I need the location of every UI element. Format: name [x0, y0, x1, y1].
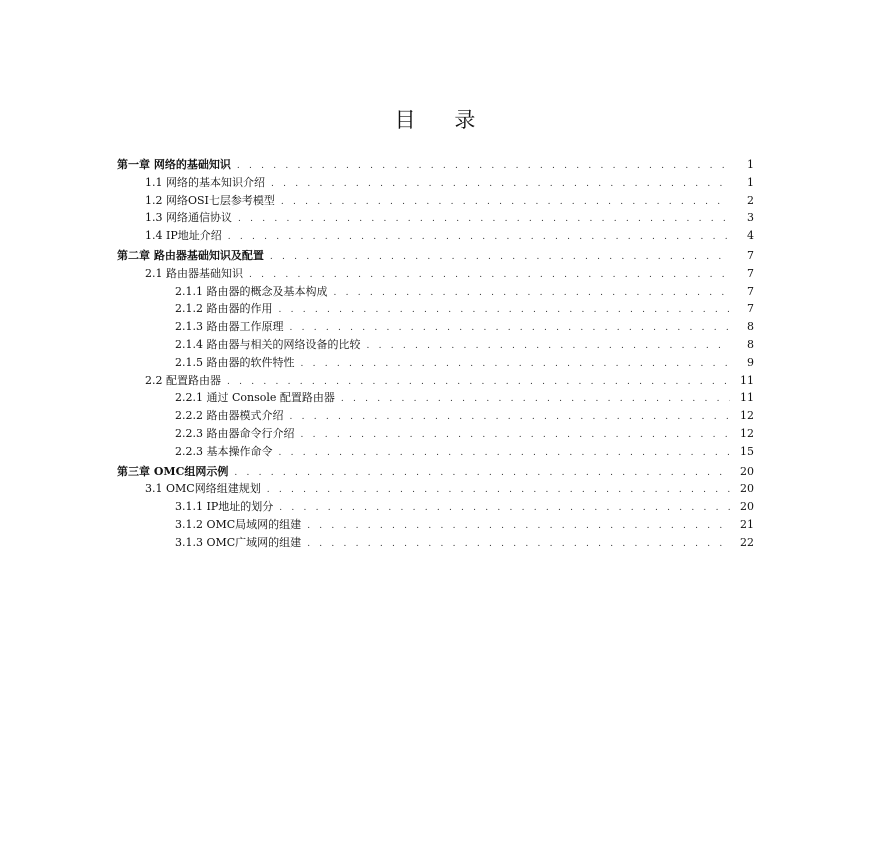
- toc-leader-dots: [301, 356, 731, 374]
- toc-entry[interactable]: [117, 389, 754, 407]
- toc-entry-title: 2.1.2 路由器的作用: [175, 302, 273, 316]
- toc-entry[interactable]: [117, 192, 754, 210]
- toc-page-number: 7: [747, 266, 754, 280]
- toc-page-number: 20: [740, 464, 754, 478]
- toc-leader-dots: [267, 482, 730, 500]
- toc-entry-title: 1.3 网络通信协议: [145, 211, 232, 225]
- toc-entry-title: 3.1.1 IP地址的划分: [175, 500, 274, 514]
- toc-entry[interactable]: [117, 372, 754, 390]
- toc-entry-title: 第二章 路由器基础知识及配置: [117, 248, 264, 262]
- toc-entry-title: 2.2.2 路由器模式介绍: [175, 409, 284, 423]
- toc-entry[interactable]: [117, 443, 754, 461]
- toc-entry-title: 2.1 路由器基础知识: [145, 266, 243, 280]
- toc-leader-dots: [279, 445, 731, 463]
- toc-entry[interactable]: [117, 407, 754, 425]
- toc-page-number: 12: [740, 426, 754, 440]
- toc-leader-dots: [270, 249, 730, 267]
- toc-entry-title: 第三章 OMC组网示例: [117, 464, 229, 478]
- toc-title: 目 录: [394, 108, 492, 132]
- toc-entry[interactable]: [117, 480, 754, 498]
- toc-entry-title: 1.1 网络的基本知识介绍: [145, 175, 265, 189]
- toc-leader-dots: [290, 409, 731, 427]
- toc-entry[interactable]: [117, 425, 754, 443]
- toc-leader-dots: [238, 211, 730, 229]
- toc-entry-title: 1.2 网络OSI七层参考模型: [145, 193, 275, 207]
- toc-entry-title: 1.4 IP地址介绍: [145, 229, 222, 243]
- toc-chapter-entry[interactable]: [117, 156, 754, 174]
- toc-leader-dots: [234, 465, 730, 483]
- toc-entry[interactable]: [117, 227, 754, 245]
- toc-entry-title: 3.1.2 OMC局域网的组建: [175, 517, 302, 531]
- toc-page-number: 20: [740, 500, 754, 514]
- toc-page-number: 11: [740, 391, 754, 405]
- toc-page-number: 3: [747, 211, 754, 225]
- toc-entry[interactable]: [117, 265, 754, 283]
- toc-leader-dots: [237, 158, 730, 176]
- toc-entry-title: 2.2.1 通过 Console 配置路由器: [175, 391, 335, 405]
- toc-page-number: 7: [747, 284, 754, 298]
- toc-entry-title: 第一章 网络的基础知识: [117, 158, 231, 171]
- toc-entry-title: 2.1.3 路由器工作原理: [175, 320, 284, 334]
- toc-entry[interactable]: [117, 516, 754, 534]
- toc-entry[interactable]: [117, 318, 754, 336]
- toc-page-number: 12: [740, 409, 754, 423]
- toc-page-number: 15: [740, 444, 754, 458]
- toc-chapter-entry[interactable]: [117, 247, 754, 265]
- toc-page-number: 8: [747, 320, 754, 334]
- toc-entry[interactable]: [117, 336, 754, 354]
- toc-entry-title: 2.2.3 路由器命令行介绍: [175, 426, 295, 440]
- toc-leader-dots: [228, 229, 730, 247]
- toc-page-number: 11: [740, 373, 754, 387]
- toc-page-number: 20: [740, 482, 754, 496]
- toc-entry[interactable]: [117, 498, 754, 516]
- toc-page-number: 7: [747, 302, 754, 316]
- toc-leader-dots: [279, 302, 731, 320]
- toc-entry-title: 2.1.1 路由器的概念及基本构成: [175, 284, 328, 298]
- toc-leader-dots: [279, 500, 730, 518]
- toc-entry-title: 2.1.5 路由器的软件特性: [175, 355, 295, 369]
- toc-entry-title: 3.1.3 OMC广域网的组建: [175, 535, 302, 549]
- toc-entry[interactable]: [117, 534, 754, 552]
- toc-page-number: 7: [747, 248, 754, 262]
- toc-page-number: 4: [747, 229, 754, 243]
- toc-page-number: 9: [747, 355, 754, 369]
- toc-page-number: 1: [747, 175, 754, 189]
- toc-entry[interactable]: [117, 174, 754, 192]
- toc-entry[interactable]: [117, 354, 754, 372]
- toc-entry-title: 2.2 配置路由器: [145, 373, 221, 387]
- toc-entry[interactable]: [117, 283, 754, 301]
- toc-page-number: 8: [747, 337, 754, 351]
- toc-leader-dots: [341, 391, 730, 409]
- toc-list: [117, 156, 754, 552]
- toc-leader-dots: [334, 285, 731, 303]
- toc-leader-dots: [307, 536, 730, 554]
- toc-page-number: 1: [747, 158, 754, 171]
- toc-page-number: 22: [740, 535, 754, 549]
- toc-entry-title: 2.1.4 路由器与相关的网络设备的比较: [175, 337, 361, 351]
- toc-leader-dots: [281, 194, 730, 212]
- toc-entry-title: 2.2.3 基本操作命令: [175, 444, 273, 458]
- toc-entry[interactable]: [117, 300, 754, 318]
- toc-chapter-entry[interactable]: [117, 463, 754, 481]
- toc-page-number: 2: [747, 193, 754, 207]
- toc-leader-dots: [271, 176, 730, 194]
- toc-entry-title: 3.1 OMC网络组建规划: [145, 482, 261, 496]
- toc-page-number: 21: [740, 517, 754, 531]
- toc-entry[interactable]: [117, 209, 754, 227]
- toc-leader-dots: [366, 338, 730, 356]
- toc-leader-dots: [301, 427, 731, 445]
- toc-leader-dots: [307, 518, 730, 536]
